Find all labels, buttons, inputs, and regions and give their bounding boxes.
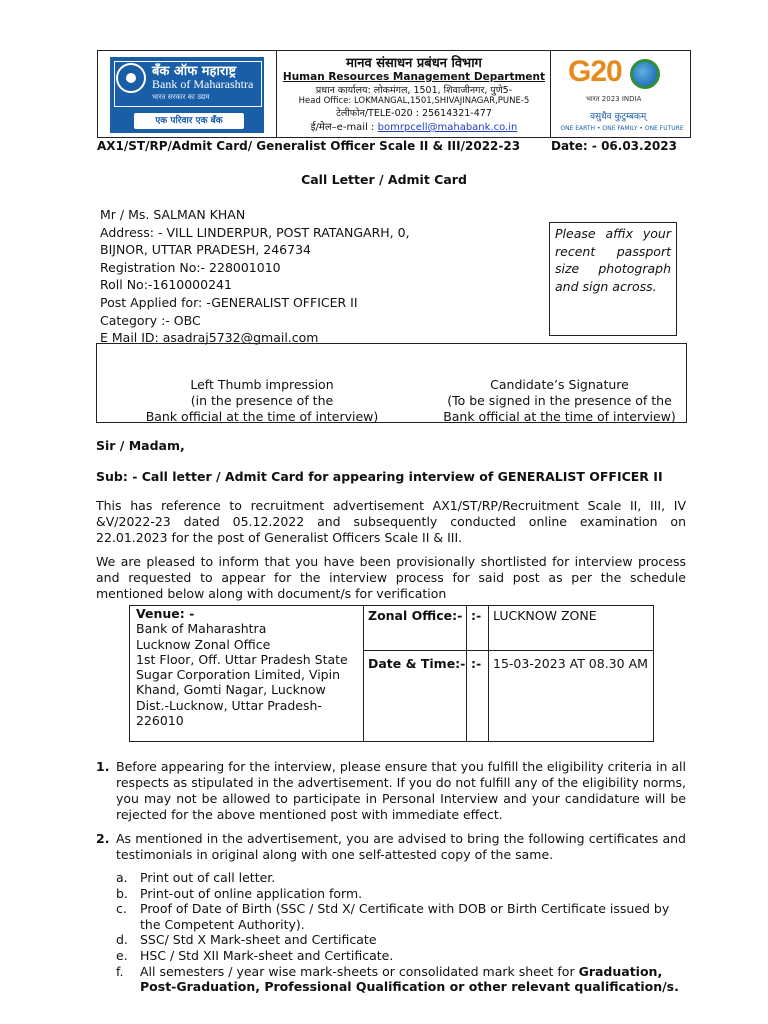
candidate-details — [100, 206, 410, 347]
candidate-address-2: BIJNOR, UTTAR PRADESH, 246734 — [100, 242, 311, 258]
date-time-label: Date & Time:- — [368, 656, 466, 671]
venue-table — [129, 605, 654, 742]
list-text — [140, 964, 686, 995]
table-divider — [466, 606, 467, 741]
paragraph-reference: This has reference to recruitment advertisement AX1/ST/RP/Recruitment Scale II, III, IV &V/2022-23 dated 05.12.2022 and subsequently conducted online examination on 22.01.2023 for the post of Generalist Officers Scale II & III. — [96, 498, 686, 545]
thumb-line-1: Left Thumb impression — [190, 377, 334, 392]
office-english-address: LOKMANGAL,1501,SHIVAJINAGAR,PUNE-5 — [353, 96, 530, 106]
thumb-line-2: (in the presence of the — [190, 393, 334, 408]
thumb-line-3: Bank official at the time of interview) — [145, 409, 379, 424]
zonal-office-separator: :- — [471, 608, 482, 623]
letter-date: Date: - 06.03.2023 — [551, 139, 677, 153]
logo-subtext: भारत सरकार का उद्यम — [152, 93, 210, 101]
salutation: Sir / Madam, — [96, 438, 185, 453]
list-letter: c. — [116, 901, 127, 917]
office-english-prefix: Head Office: — [298, 96, 352, 106]
sign-line-3: Bank official at the time of interview) — [443, 409, 676, 424]
g20-motto: ONE EARTH • ONE FAMILY • ONE FUTURE — [560, 125, 684, 132]
list-item — [116, 948, 686, 964]
candidate-signature-label — [437, 377, 682, 425]
photo-box: Please affix your recent passport size photograph and sign across. — [549, 222, 677, 336]
thumb-impression-label — [137, 377, 387, 425]
candidate-address-1: Address: - VILL LINDERPUR, POST RATANGARH, 0, — [100, 224, 410, 240]
roll-number: Roll No:-1610000241 — [100, 277, 232, 293]
email-link[interactable]: bomrpcell@mahabank.co.in — [377, 122, 518, 133]
list-letter: d. — [116, 932, 128, 948]
list-letter: b. — [116, 885, 128, 901]
department-block — [278, 51, 550, 133]
venue-line: Bank of Maharashtra — [136, 621, 267, 637]
list-item — [116, 886, 686, 902]
logo-hindi-name: बँक ऑफ महाराष्ट्र — [152, 64, 237, 79]
sign-line-2: (To be signed in the presence of the — [447, 393, 672, 408]
list-letter: e. — [116, 947, 128, 963]
venue-line: Dist.-Lucknow, Uttar Pradesh- — [136, 697, 322, 713]
page-title: Call Letter / Admit Card — [301, 172, 467, 187]
venue-cell — [136, 606, 357, 728]
candidate-name: Mr / Ms. SALMAN KHAN — [100, 207, 246, 222]
signature-box — [96, 343, 687, 423]
subject-line: Sub: - Call letter / Admit Card for appearing interview of GENERALIST OFFICER II — [96, 469, 663, 484]
zonal-office-label: Zonal Office:- — [368, 608, 463, 623]
list-item — [116, 870, 686, 886]
list-text: Print out of call letter. — [140, 870, 276, 885]
list-item — [116, 964, 686, 995]
registration-number: Registration No:- 228001010 — [100, 259, 281, 275]
logo-tagline: एक परिवार एक बँक — [134, 113, 244, 129]
venue-line: Sugar Corporation Limited, Vipin — [136, 667, 341, 683]
bank-emblem-icon — [116, 63, 146, 93]
list-text-plain: All semesters / year wise mark-sheets or consolidated mark sheet for — [140, 963, 579, 979]
list-item — [116, 932, 686, 948]
candidate-email: E Mail ID: asadraj5732@gmail.com — [100, 330, 319, 346]
venue-label: Venue: - — [136, 606, 195, 621]
list-letter: f. — [116, 963, 124, 979]
office-hindi: प्रधान कार्यालय: लोकमंगल, 1501, शिवाजीनगर, पुणे5- — [315, 85, 513, 96]
paragraph-shortlist: We are pleased to inform that you have been provisionally shortlisted for interview process and requested to appear for the interview process for said post as per the schedule mentioned below along with document/s for verification — [96, 554, 686, 601]
post-applied: Post Applied for: -GENERALIST OFFICER II — [100, 294, 358, 310]
email-line — [278, 119, 550, 133]
zonal-office-value: LUCKNOW ZONE — [493, 608, 597, 623]
reference-number: AX1/ST/RP/Admit Card/ Generalist Officer Scale II & III/2022-23 — [97, 139, 521, 153]
venue-line: Khand, Gomti Nagar, Lucknow — [136, 682, 326, 698]
g20-vasudhaiva: वसुधैव कुटुम्बकम् — [590, 112, 647, 122]
logo-english-name: Bank of Maharashtra — [152, 77, 254, 91]
venue-line: 1st Floor, Off. Uttar Pradesh State — [136, 651, 348, 667]
venue-line: 226010 — [136, 713, 184, 729]
point-text: Before appearing for the interview, please ensure that you fulfill the eligibility criteria in all respects as stipulated in the advertisement. If you do not fulfill any of the eligibility norms, you may not be allowed to participate in Personal Interview and your candidature will be rejected for the above mentioned post with immediate effect. — [116, 759, 686, 822]
telephone: टेलीफोन/TELE-020 : 25614321-477 — [336, 108, 492, 119]
category: Category :- OBC — [100, 312, 201, 328]
list-letter: a. — [116, 870, 128, 885]
header-divider — [276, 51, 277, 137]
letterhead — [97, 50, 691, 138]
point-number: 2. — [96, 831, 110, 846]
list-text: Print-out of online application form. — [140, 885, 363, 901]
dept-hindi: मानव संसाधन प्रबंधन विभाग — [346, 56, 482, 71]
list-text: Proof of Date of Birth (SSC / Std X/ Certificate with DOB or Birth Certificate issued by the Competent Authority). — [140, 901, 670, 932]
g20-text: G20 — [568, 55, 622, 88]
venue-line: Lucknow Zonal Office — [136, 636, 271, 652]
date-time-value: 15-03-2023 AT 08.30 AM — [493, 656, 648, 671]
list-text: SSC/ Std X Mark-sheet and Certificate — [140, 932, 377, 948]
dept-english: Human Resources Management Department — [282, 71, 546, 83]
table-divider — [363, 606, 364, 741]
table-divider — [364, 650, 653, 651]
point-text: As mentioned in the advertisement, you are advised to bring the following certificates and testimonials in original along with one self-attested copy of the same. — [116, 831, 686, 862]
bank-logo — [110, 57, 264, 133]
table-divider — [488, 606, 489, 741]
sign-line-1: Candidate’s Signature — [490, 377, 629, 392]
email-prefix: ई/मेल–e-mail : — [310, 122, 375, 133]
list-text-bold: Graduation, Post-Graduation, Professional Qualification or other relevant qualification/s. — [140, 963, 679, 995]
header-divider — [550, 51, 551, 137]
g20-logo — [560, 55, 684, 135]
point-number: 1. — [96, 759, 110, 774]
list-item — [116, 901, 686, 932]
certificates-list — [116, 870, 686, 995]
date-time-separator: :- — [471, 656, 482, 671]
list-text: HSC / Std XII Mark-sheet and Certificate. — [140, 947, 394, 963]
g20-india: भारत 2023 INDIA — [586, 95, 642, 103]
office-english — [278, 96, 550, 106]
globe-icon — [630, 59, 660, 89]
